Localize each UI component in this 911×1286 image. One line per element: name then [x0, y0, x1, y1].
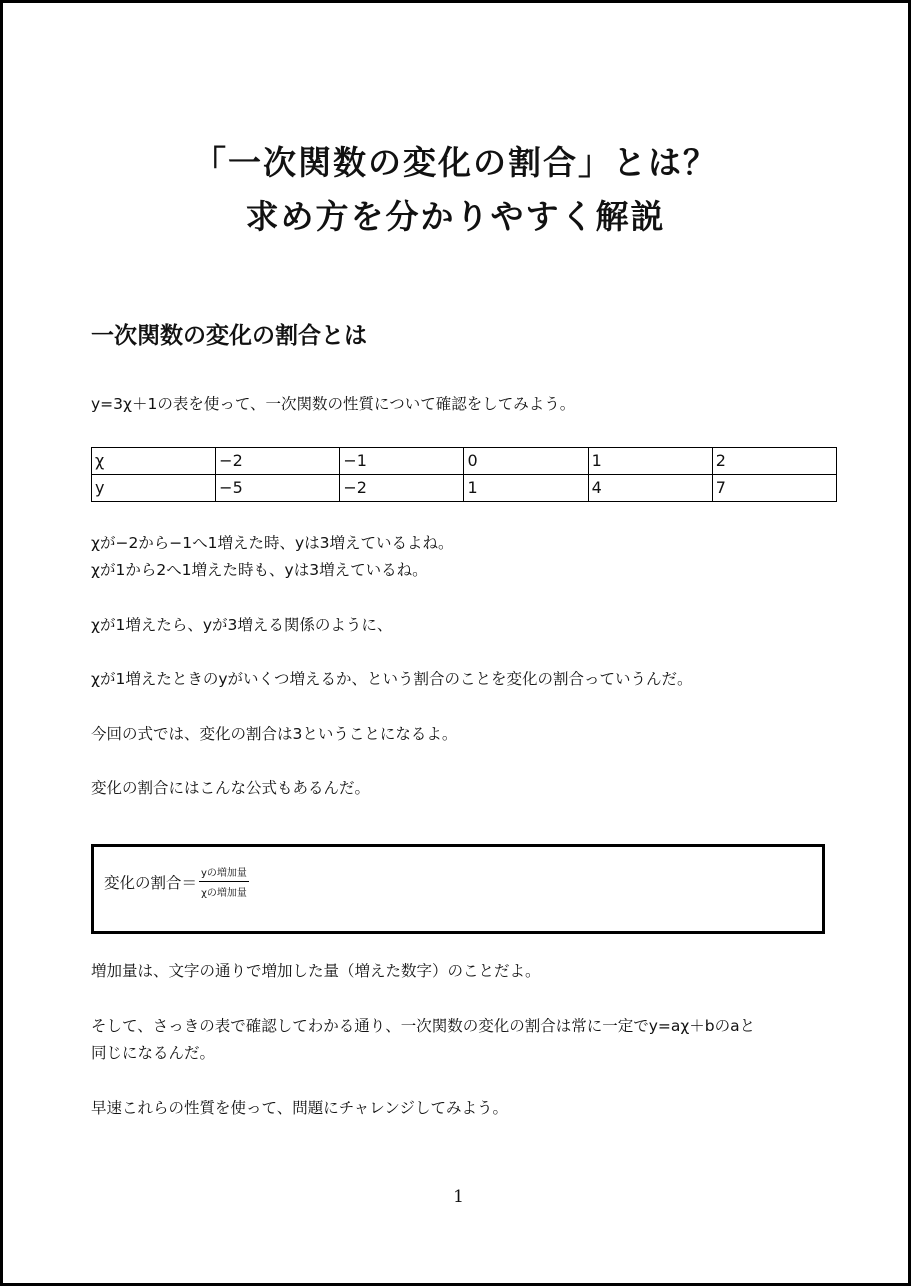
table-cell: 0: [464, 448, 588, 475]
table-cell: χ: [92, 448, 216, 475]
paragraph-8-line-2: 同じになるんだ。: [91, 1044, 216, 1062]
formula-fraction: [199, 864, 249, 899]
page-title-line-2: 求め方を分かりやすく解説: [245, 197, 666, 236]
table-cell: 4: [588, 475, 712, 502]
page-title-line-1: 「一次関数の変化の割合」とは？: [193, 143, 718, 182]
formula-box: [91, 844, 825, 934]
table-cell: −2: [340, 475, 464, 502]
paragraph-7: 増加量は、文字の通りで増加した量（増えた数字）のことだよ。: [91, 962, 541, 980]
values-table: [91, 447, 837, 502]
table-cell: 1: [588, 448, 712, 475]
table-cell: y: [92, 475, 216, 502]
section-heading: 一次関数の変化の割合とは: [91, 323, 367, 349]
paragraph-1: χが−2から−1へ1増えた時、yは3増えているよね。: [91, 534, 454, 552]
intro-text: y=3χ＋1の表を使って、一次関数の性質について確認をしてみよう。: [91, 395, 576, 413]
page-number: 1: [453, 1187, 464, 1207]
paragraph-8-line-1: そして、さっきの表で確認してわかる通り、一次関数の変化の割合は常に一定でy=aχ＋bのaと: [91, 1017, 756, 1035]
formula-denominator: χの増加量: [201, 888, 247, 899]
paragraph-4: χが1増えたときのyがいくつ増えるか、という割合のことを変化の割合っていうんだ。: [91, 670, 693, 688]
formula-numerator: yの増加量: [199, 864, 249, 882]
paragraph-5: 今回の式では、変化の割合は3ということになるよ。: [91, 725, 458, 743]
table-cell: 2: [712, 448, 836, 475]
table-cell: 7: [712, 475, 836, 502]
table-cell: 1: [464, 475, 588, 502]
table-cell: −5: [216, 475, 340, 502]
paragraph-9: 早速これらの性質を使って、問題にチャレンジしてみよう。: [91, 1099, 508, 1117]
table-row: [92, 475, 837, 502]
paragraph-3: χが1増えたら、yが3増える関係のように、: [91, 616, 393, 634]
paragraph-6: 変化の割合にはこんな公式もあるんだ。: [91, 779, 371, 797]
table-cell: −1: [340, 448, 464, 475]
rate-of-change-formula: [104, 864, 249, 899]
table-row: [92, 448, 837, 475]
paragraph-2: χが1から2へ1増えた時も、yは3増えているね。: [91, 561, 428, 579]
formula-lhs: 変化の割合＝: [104, 873, 198, 892]
table-cell: −2: [216, 448, 340, 475]
